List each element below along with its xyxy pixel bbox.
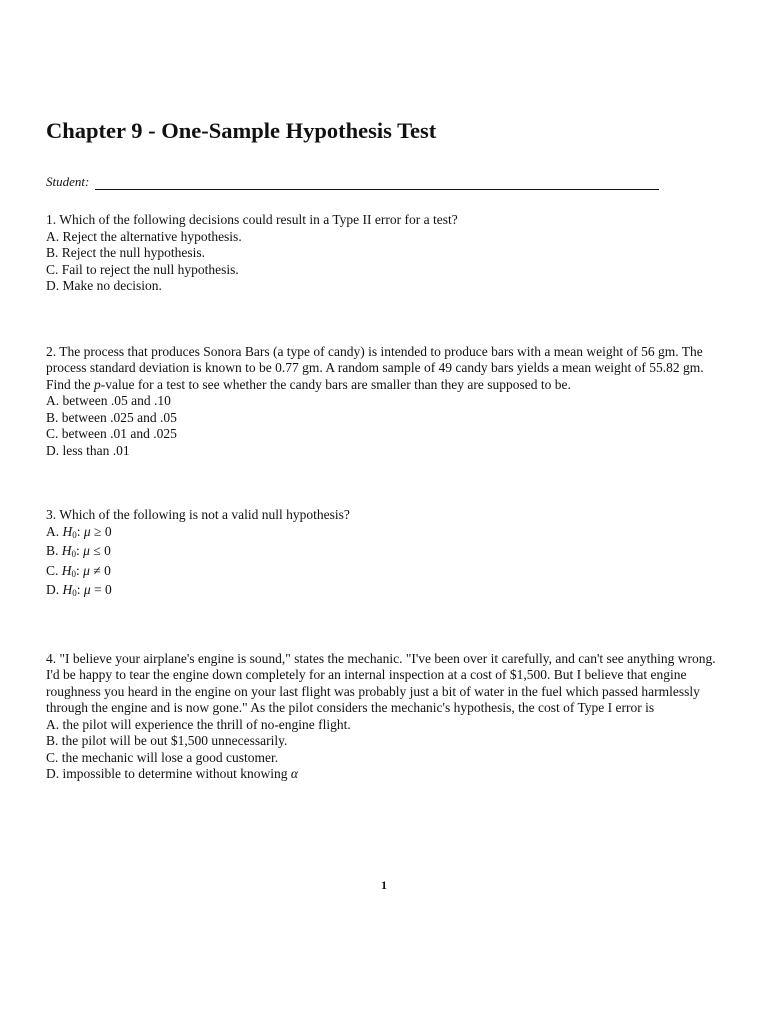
mu-symbol: μ: [83, 543, 90, 558]
question-3: [46, 507, 722, 602]
student-field: [46, 174, 722, 190]
question-1-option-a: A. Reject the alternative hypothesis.: [46, 228, 242, 244]
question-1-option-b: B. Reject the null hypothesis.: [46, 245, 205, 260]
question-2-option-b: B. between .025 and .05: [46, 409, 177, 425]
question-2-prompt: [46, 344, 722, 394]
mu-symbol: μ: [83, 582, 91, 597]
hypothesis-relation: ≥ 0: [94, 523, 112, 539]
hypothesis-symbol: H: [62, 523, 73, 539]
question-1-prompt: 1. Which of the following decisions could result in a Type II error for a test?: [46, 212, 458, 227]
mu-symbol: μ: [83, 562, 90, 578]
alpha-symbol: α: [290, 766, 298, 781]
question-4-prompt: 4. "I believe your airplane's engine is sound," states the mechanic. "I've been over it carefully, and can't see anything wrong. I'd be happy to tear the engine down completely for an internal inspection at a cost of $1,500. But I believe that engine roughness you heard in the engine on your last flight was probably just a bit of water in the fuel which passed harmlessly through the engine and is now gone." As the pilot considers the mechanic's hypothesis, the cost of Type I error is: [46, 650, 716, 715]
student-label: Student:: [46, 174, 90, 189]
hypothesis-symbol: H: [61, 562, 72, 578]
question-2: [46, 344, 722, 460]
question-4-option-d: [46, 766, 722, 783]
question-3-option-b: B. $H_0$: μ ≤ 0: [46, 543, 111, 559]
question-1-option-c: C. Fail to reject the null hypothesis.: [46, 261, 239, 277]
hypothesis-symbol: H: [62, 582, 73, 597]
hypothesis-subscript: 0: [72, 529, 77, 540]
option-letter: B.: [46, 543, 59, 558]
question-2-option-d: D. less than .01: [46, 442, 130, 458]
mu-symbol: μ: [83, 523, 91, 539]
question-3-prompt: 3. Which of the following is not a valid null hypothesis?: [46, 507, 350, 522]
question-3-option-c: C. $H_0$: μ ≠ 0: [46, 562, 111, 579]
question-4-option-c: C. the mechanic will lose a good customer.: [46, 749, 279, 765]
page-number: 1: [381, 878, 387, 892]
hypothesis-relation: = 0: [94, 582, 112, 597]
option-letter: C.: [46, 562, 59, 578]
hypothesis-relation: ≤ 0: [93, 543, 111, 558]
question-2-prompt-part-2: -value for a test to see whether the candy bars are smaller than they are supposed to be.: [100, 376, 571, 392]
question-1: [46, 212, 722, 295]
hypothesis-subscript: 0: [72, 588, 77, 598]
question-2-prompt-p-symbol: p: [94, 376, 101, 392]
hypothesis-subscript: 0: [71, 549, 77, 559]
question-3-option-d: D. $H_0$: μ = 0: [46, 582, 112, 598]
question-4: [46, 651, 722, 783]
question-2-prompt-part-1: 2. The process that produces Sonora Bars (a type of candy) is intended to produce bars with a mean weight of 56 gm. The process standard deviation is known to be 0.77 gm. A random sample of 49 candy bars yields a mean weight of 55.82 gm. Find the: [46, 343, 704, 392]
option-letter: D.: [46, 582, 60, 597]
question-4-option-d-text: D. impossible to determine without knowing: [46, 766, 291, 781]
question-2-option-c: C. between .01 and .025: [46, 426, 177, 441]
hypothesis-subscript: 0: [71, 568, 77, 579]
worksheet-page: [46, 116, 722, 783]
hypothesis-relation: ≠ 0: [93, 562, 111, 578]
question-3-option-a: A. $H_0$: μ ≥ 0: [46, 523, 112, 540]
page-title: Chapter 9 - One-Sample Hypothesis Test: [46, 118, 437, 143]
hypothesis-symbol: H: [61, 543, 72, 558]
question-4-option-a: A. the pilot will experience the thrill of no-engine flight.: [46, 716, 351, 732]
option-letter: A.: [46, 523, 60, 539]
student-name-line[interactable]: [95, 177, 659, 190]
question-2-option-a: A. between .05 and .10: [46, 393, 171, 408]
question-1-option-d: D. Make no decision.: [46, 278, 162, 293]
question-4-option-b: B. the pilot will be out $1,500 unnecessarily.: [46, 733, 288, 748]
